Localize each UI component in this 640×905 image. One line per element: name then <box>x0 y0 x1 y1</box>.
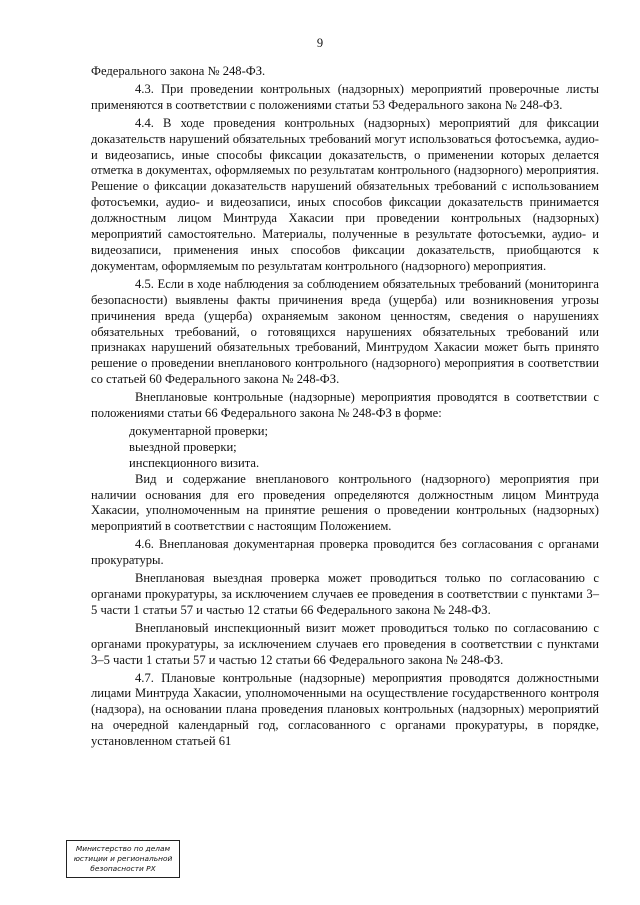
document-body <box>91 64 599 752</box>
list-item: инспекционного визита. <box>129 455 260 470</box>
paragraph: 4.5. Если в ходе наблюдения за соблюдением обязательных требований (мониторинга безопасности) выявлены факты причинения вреда (ущерба) или возникновения угрозы причинения вреда (ущерба) охраняемым законом ценностям, сведения о нарушениях обязательных требований, о готовящихся нарушениях обязательных требований или признаках нарушений обязательных требований, Минтрудом Хакасии может быть принято решение о проведении внепланового контрольного (надзорного) мероприятия в соответствии со статьей 60 Федерального закона № 248-ФЗ. <box>91 276 599 387</box>
paragraph: 4.4. В ходе проведения контрольных (надзорных) мероприятий для фиксации доказательств нарушений обязательных требований могут использоваться фотосъемка, аудио- и видеозапись, иные способы фиксации доказательств, о применении которых делается отметка в документах, оформляемых по результатам контрольного (надзорного) мероприятия. Решение о фиксации доказательств нарушений обязательных требований с использованием фотосъемки, аудио- и видеозаписи, иных способов фиксации доказательств принимается должностным лицом Минтруда Хакасии при проведении контрольных (надзорных) мероприятий самостоятельно. Материалы, полученные в результате фотосъемки, аудио- и видеозаписи, применения иных способов фиксации доказательств, приобщаются к документам, оформляемым по результатам контрольного (надзорного) мероприятия. <box>91 115 599 273</box>
list-item: документарной проверки; <box>129 423 268 438</box>
paragraph: Вид и содержание внепланового контрольного (надзорного) мероприятия при наличии основания для его проведения определяются должностным лицом Минтруда Хакасии, уполномоченным на принятие решения о проведении контрольных (надзорных) мероприятий в соответствии с настоящим Положением. <box>91 471 599 534</box>
stamp-line: безопасности РХ <box>90 864 156 873</box>
paragraph: 4.7. Плановые контрольные (надзорные) мероприятия проводятся должностными лицами Минтруда Хакасии, уполномоченными на осуществление государственного контроля (надзора), на основании плана проведения плановых контрольных (надзорных) мероприятий на очередной календарный год, согласованного с органами прокуратуры, в порядке, установленном статьей 61 <box>91 670 599 749</box>
stamp-line: юстиции и региональной <box>73 854 173 863</box>
paragraph: Внеплановый инспекционный визит может проводиться только по согласованию с органами прокуратуры, за исключением случаев его проведения в соответствии с пунктами 3–5 части 1 статьи 57 и частью 12 статьи 66 Федерального закона № 248-ФЗ. <box>91 620 599 667</box>
page-number: 9 <box>316 36 324 50</box>
ministry-stamp <box>66 840 180 878</box>
paragraph: Внеплановые контрольные (надзорные) мероприятия проводятся в соответствии с положениями статьи 66 Федерального закона № 248-ФЗ в форме: <box>91 390 599 421</box>
paragraph: Внеплановая выездная проверка может проводиться только по согласованию с органами прокуратуры, за исключением случаев ее проведения в соответствии с пунктами 3–5 части 1 статьи 57 и частью 12 статьи 66 Федерального закона № 248-ФЗ. <box>91 571 599 617</box>
paragraph: Федерального закона № 248-ФЗ. <box>91 64 266 78</box>
stamp-line: Министерство по делам <box>75 844 171 853</box>
paragraph: 4.3. При проведении контрольных (надзорных) мероприятий проверочные листы применяются в соответствии с положениями статьи 53 Федерального закона № 248-ФЗ. <box>91 81 599 112</box>
paragraph: 4.6. Внеплановая документарная проверка проводится без согласования с органами прокуратуры. <box>91 537 599 568</box>
list-item: выездной проверки; <box>129 439 237 454</box>
